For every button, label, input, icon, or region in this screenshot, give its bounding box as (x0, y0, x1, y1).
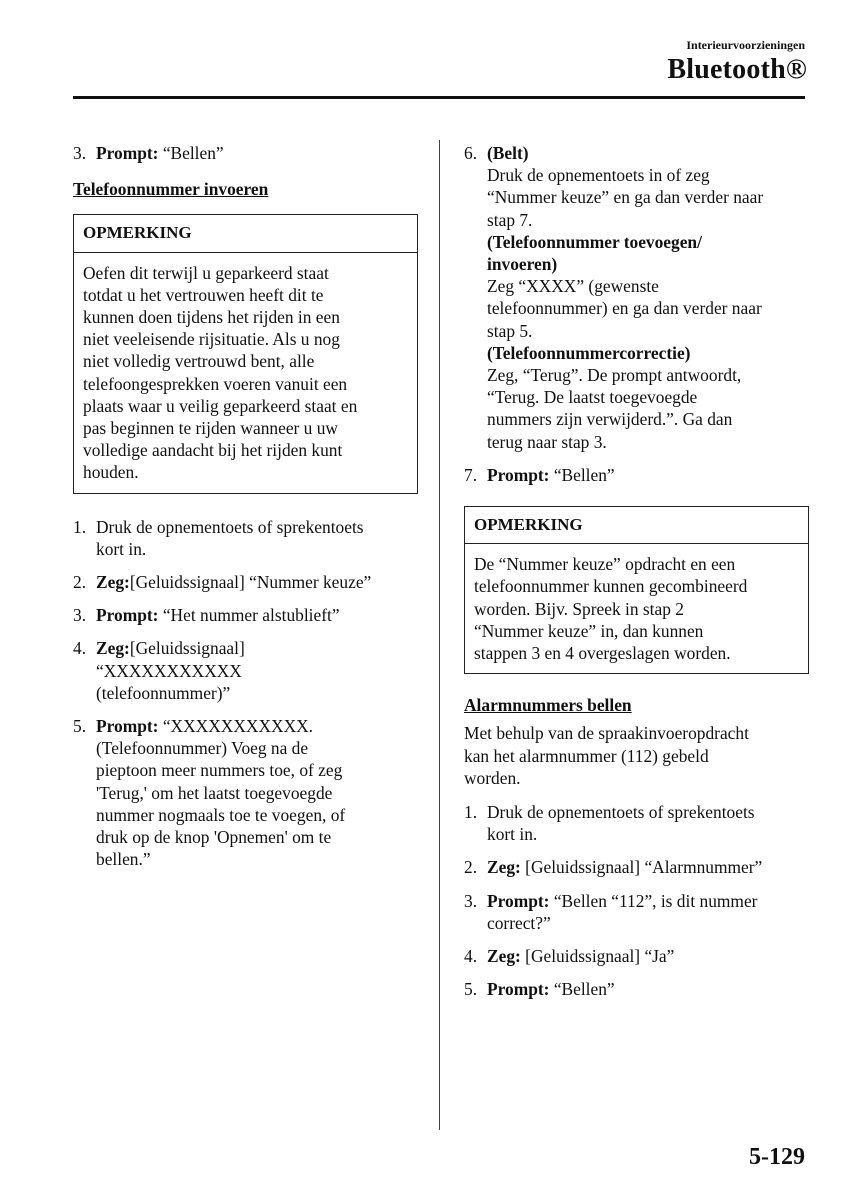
note-body: De “Nummer keuze” opdracht en een telefoonnummer kunnen gecombineerd worden. Bijv. Spreek in stap 2 “Nummer keuze” in, dan kunnen stappen 3 en 4 overgeslagen worden. (474, 554, 748, 664)
note-title: OPMERKING (465, 507, 808, 544)
list-item: 6. (Belt) Druk de opnementoets in of zeg “Nummer keuze” en ga dan verder naar stap 7. (Telefoonnummer toevoegen/ invoeren) Zeg “XXXX” (gewenste telefoonnummer) en ga dan verder naar stap 5. (Telefoonnummercorrectie) Zeg, “Terug”. De prompt antwoordt, “Terug. De laatst toegevoegde nummers zijn verwijderd.”. Ga dan terug naar stap 3. (464, 143, 764, 452)
page-title: Bluetooth® (667, 54, 807, 85)
list-item: 7. Prompt: “Bellen” (464, 464, 615, 485)
list-item: 1. Druk de opnementoets of sprekentoets kort in. (464, 802, 755, 845)
header-divider (73, 96, 805, 99)
list-item: 2. Zeg: [Geluidssignaal] “Alarmnummer” (464, 857, 763, 878)
list-item: 2. Zeg:[Geluidssignaal] “Nummer keuze” (73, 572, 372, 593)
list-item (73, 142, 418, 164)
left-column (73, 142, 418, 881)
list-item: 4. Zeg: [Geluidssignaal] “Ja” (464, 946, 675, 967)
step-text: Prompt: “Bellen” (96, 143, 224, 163)
list-item: 1. Druk de opnementoets of sprekentoets kort in. (73, 516, 364, 559)
list-item: 3. Prompt: “Het nummer alstublieft” (73, 605, 340, 626)
list-item: 5. Prompt: “Bellen” (464, 979, 615, 1000)
page-number: 5-129 (749, 1144, 805, 1170)
list-item: 5. Prompt: “XXXXXXXXXXX. (Telefoonnummer) Voeg na de pieptoon meer nummers toe, of zeg 'Terug,' om het laatst toegevoegde nummer nogmaals toe te voegen, of druk op de knop 'Opnemen' om te bellen.” (73, 716, 346, 870)
step-number: 3. (73, 143, 87, 163)
column-divider (439, 140, 440, 1130)
right-column (464, 142, 809, 1012)
note-body: Oefen dit terwijl u geparkeerd staat totdat u het vertrouwen heeft dit te kunnen doen tijdens het rijden in een niet veeleisende rijsituatie. Als u nog niet volledig vertrouwd bent, alle telefoongesprekken voeren vanuit een plaats waar u veilig geparkeerd staat en pas beginnen te rijden wanneer u uw volledige aandacht bij het rijden kunt houden. (83, 262, 358, 483)
list-item: 3. Prompt: “Bellen “112”, is dit nummer correct?” (464, 890, 758, 933)
section-title: Interieurvoorzieningen (686, 38, 805, 52)
note-box (464, 506, 809, 674)
subheading-phone-entry: Telefoonnummer invoeren (73, 179, 269, 200)
note-box (73, 214, 418, 493)
note-title: OPMERKING (74, 215, 417, 252)
subheading-emergency: Alarmnummers bellen (464, 695, 632, 716)
list-item: 4. Zeg:[Geluidssignaal] “XXXXXXXXXXX (telefoonnummer)” (73, 638, 245, 703)
intro-paragraph: Met behulp van de spraakinvoeropdracht kan het alarmnummer (112) gebeld worden. (464, 723, 749, 788)
